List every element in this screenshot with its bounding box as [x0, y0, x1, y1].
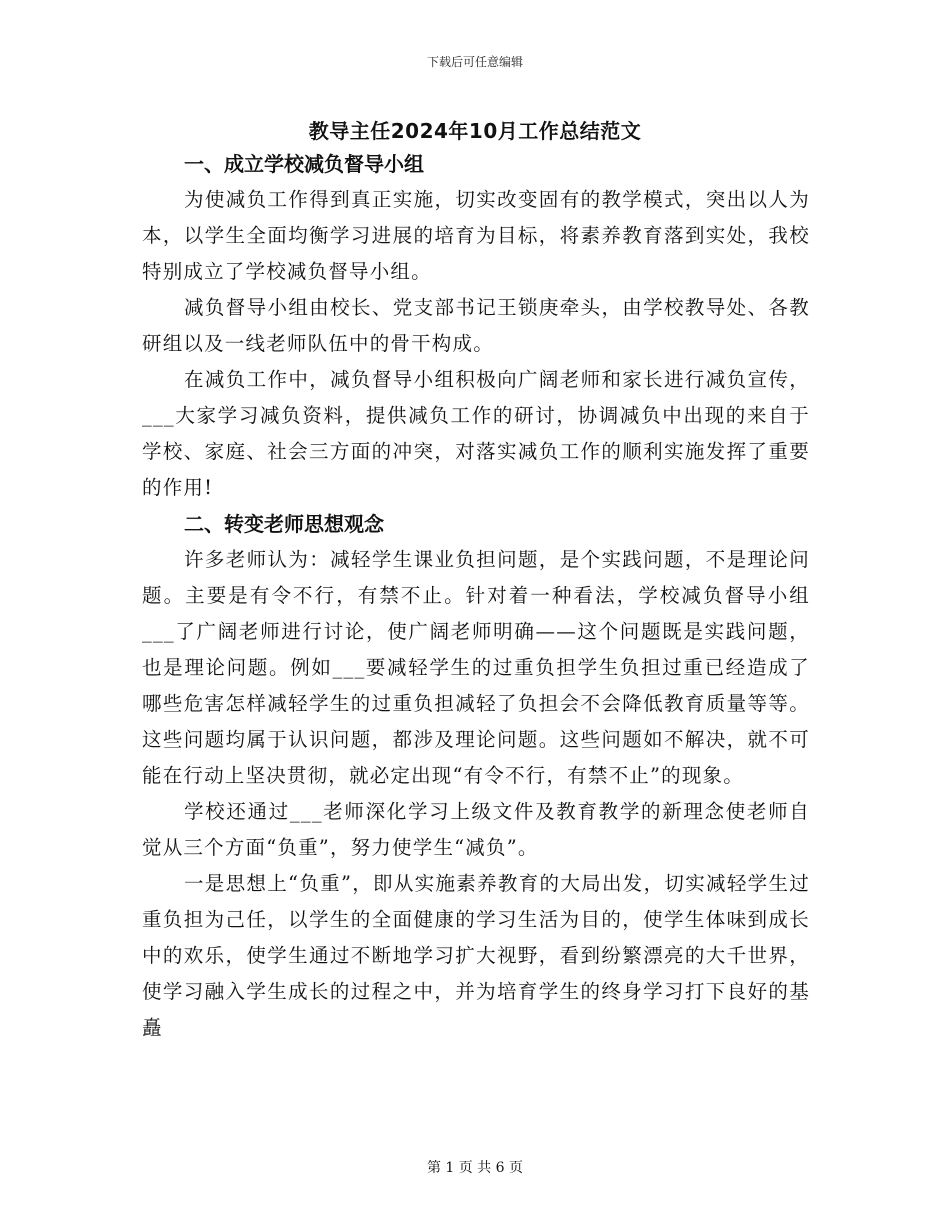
section-heading-1: 一、成立学校减负督导小组	[184, 152, 424, 176]
paragraph-1: 为使减负工作得到真正实施，切实改变固有的教学模式，突出以人为本，以学生全面均衡学习进展的培育为目标，将素养教育落到实处，我校特别成立了学校减负督导小组。	[142, 188, 810, 283]
document-body	[142, 146, 810, 1046]
paragraph-2: 减负督导小组由校长、党支部书记王锁庚牵头，由学校教导处、各教研组以及一线老师队伍中的骨干构成。	[142, 296, 810, 355]
page-header-note: 下载后可任意编辑	[426, 55, 523, 69]
page-number: 第 1 页 共 6 页	[426, 1160, 524, 1176]
paragraph-6: 一是思想上“负重”，即从实施素养教育的大局出发，切实减轻学生过重负担为己任，以学生的全面健康的学习生活为目的，使学生体味到成长中的欢乐，使学生通过不断地学习扩大视野，看到纷繁漂亮的大千世界，使学习融入学生成长的过程之中，并为培育学生的终身学习打下良好的基矗	[142, 872, 810, 1039]
paragraph-3: 在减负工作中，减负督导小组积极向广阔老师和家长进行减负宣传，___大家学习减负资料，提供减负工作的研讨，协调减负中出现的来自于学校、家庭、社会三方面的冲突，对落实减负工作的顺利实施发挥了重要的作用!	[142, 368, 810, 499]
document-title: 教导主任2024年10月工作总结范文	[308, 119, 642, 143]
section-heading-2: 二、转变老师思想观念	[184, 512, 384, 536]
paragraph-4: 许多老师认为：减轻学生课业负担问题，是个实践问题，不是理论问题。主要是有令不行，有禁不止。针对着一种看法，学校减负督导小组___了广阔老师进行讨论，使广阔老师明确——这个问题既是实践问题，也是理论问题。例如___要减轻学生的过重负担学生负担过重已经造成了哪些危害怎样减轻学生的过重负担减轻了负担会不会降低教育质量等等。这些问题均属于认识问题，都涉及理论问题。这些问题如不解决，就不可能在行动上坚决贯彻，就必定出现“有令不行，有禁不止”的现象。	[142, 548, 810, 787]
paragraph-5: 学校还通过___老师深化学习上级文件及教育教学的新理念使老师自觉从三个方面“负重”，努力使学生“减负”。	[142, 800, 810, 859]
